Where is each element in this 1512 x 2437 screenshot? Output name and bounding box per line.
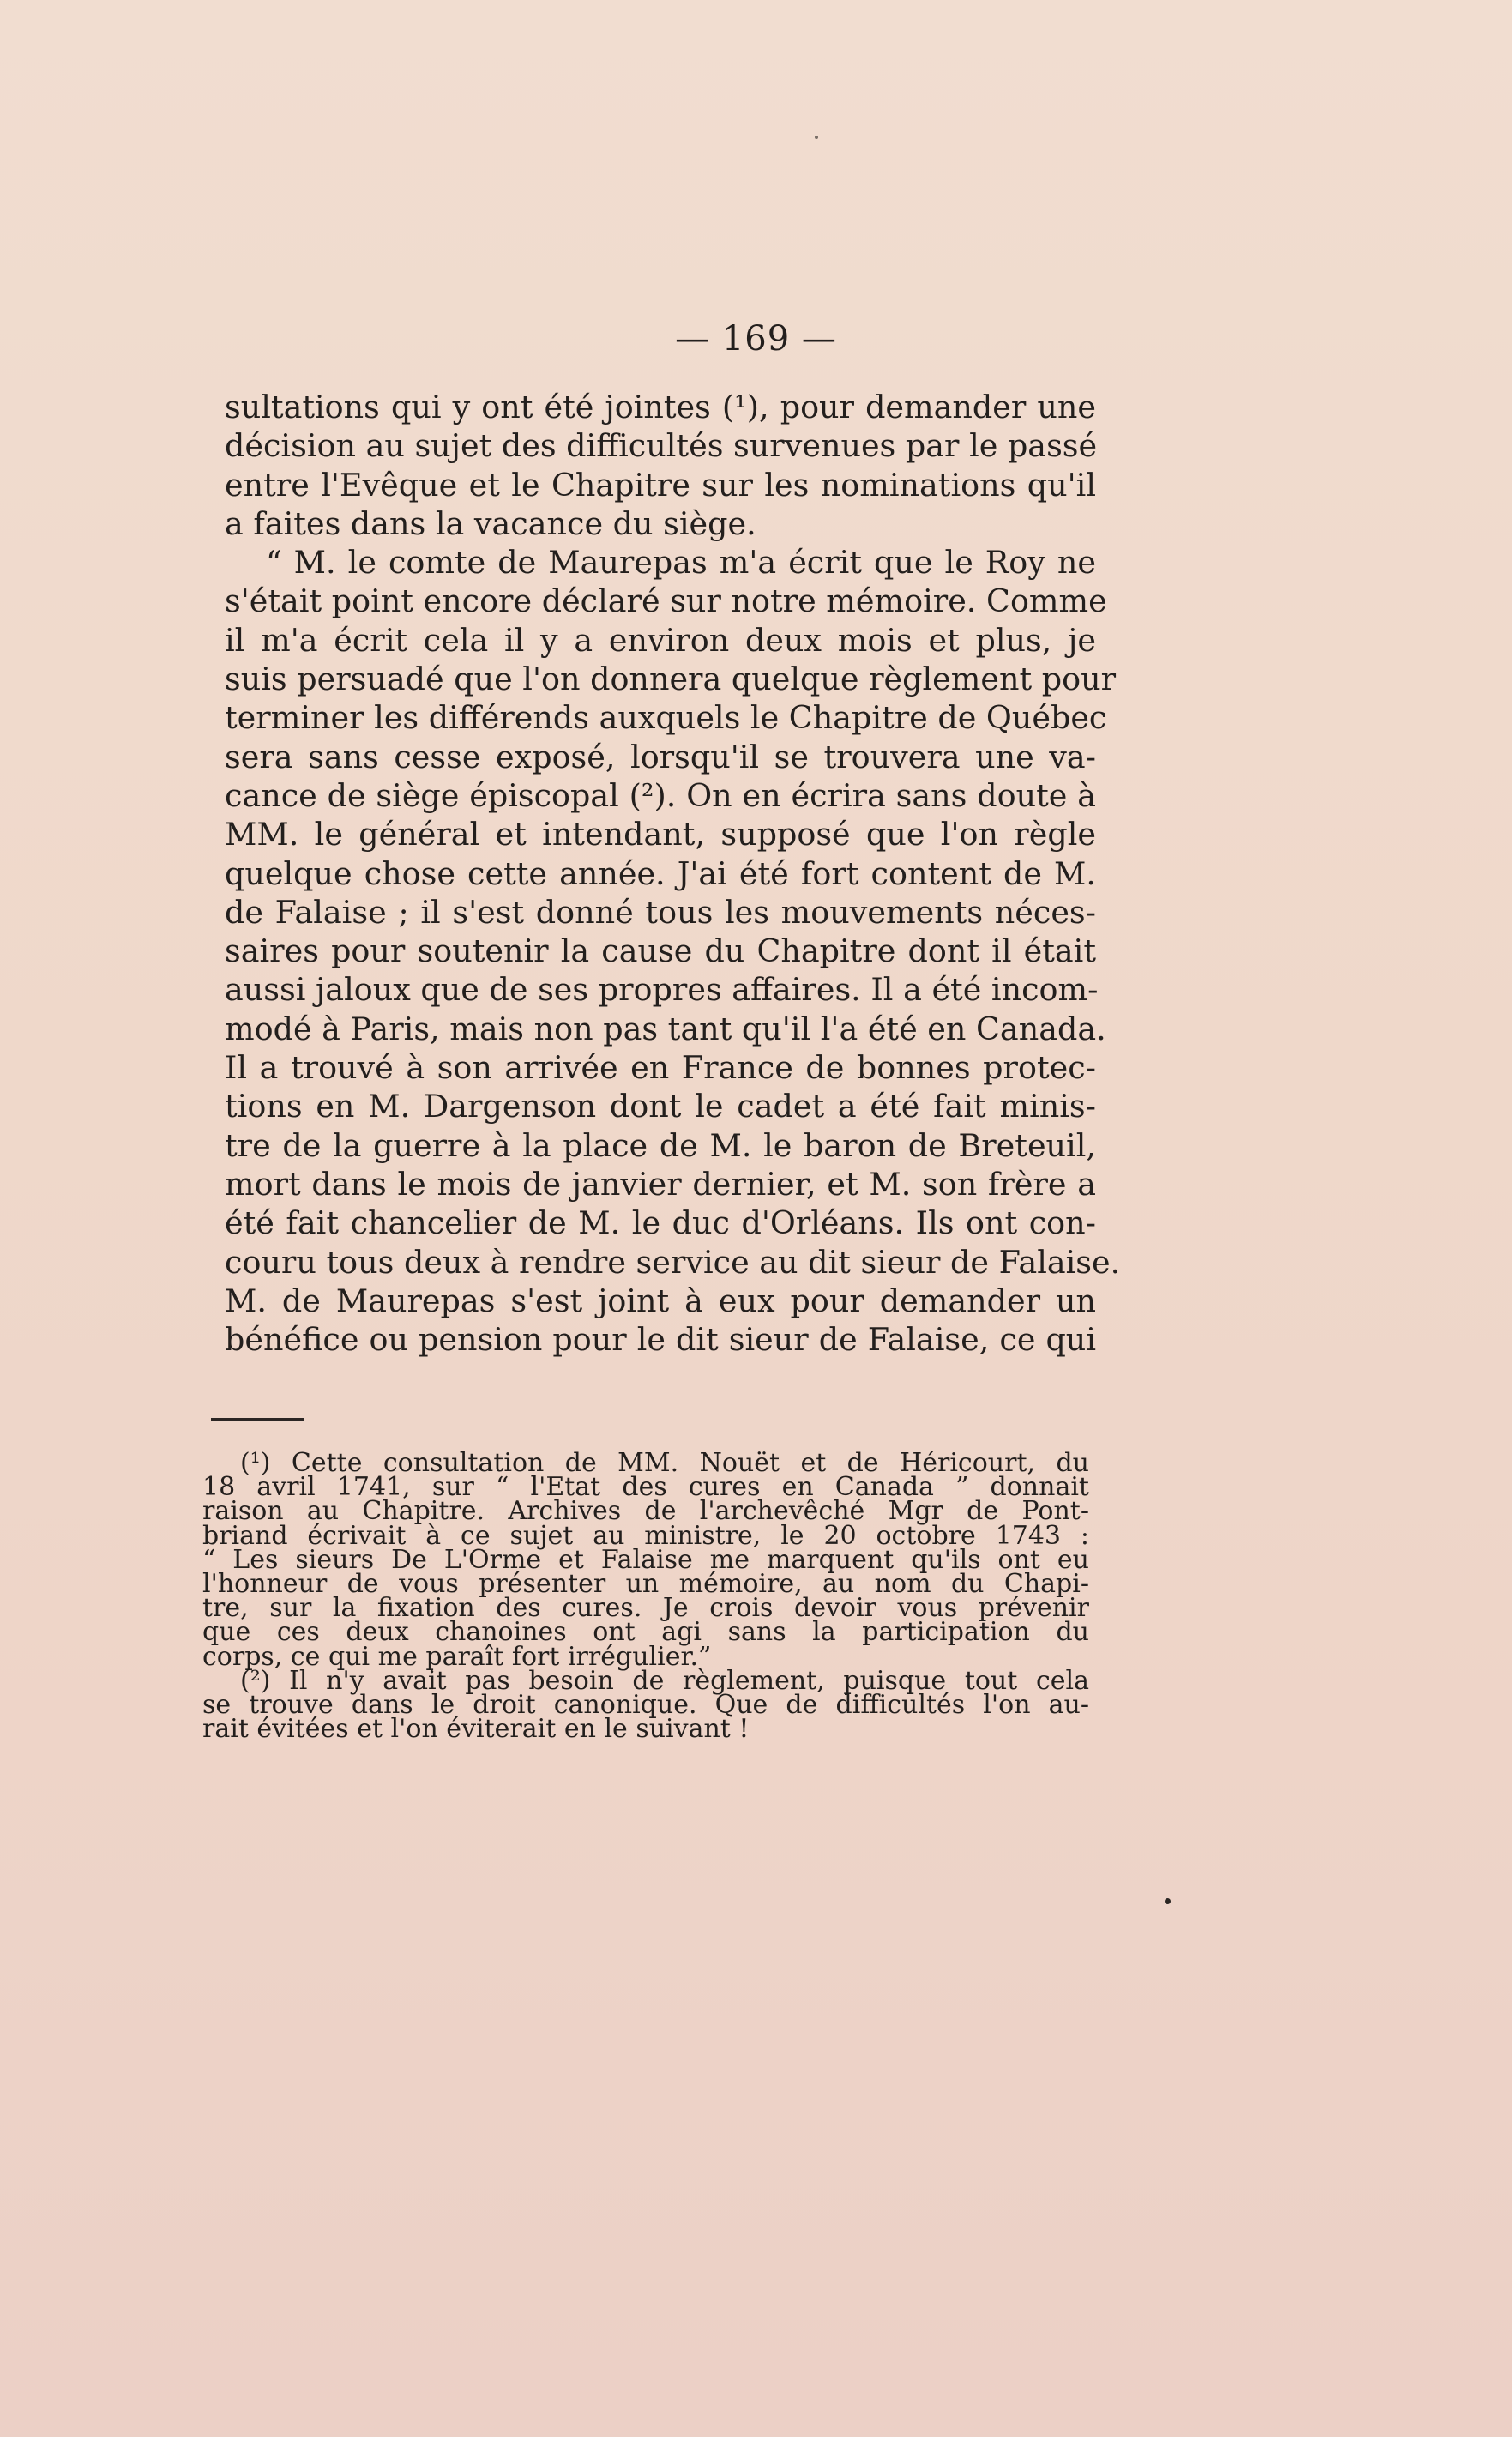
body-line: Il a trouvé à son arrivée en France de bonnes protec- <box>225 1049 1096 1087</box>
body-line: il m'a écrit cela il y a environ deux mois et plus, je <box>225 621 1096 659</box>
footnote-1-line: raison au Chapitre. Archives de l'archevêché Mgr de Pont- <box>202 1496 1089 1527</box>
page-number: — 169 — <box>675 319 837 359</box>
footnote-1-line: 18 avril 1741, sur “ l'Etat des cures en Canada ” donnait <box>202 1472 1089 1503</box>
body-line: M. de Maurepas s'est joint à eux pour demander un <box>225 1282 1096 1319</box>
body-line: sera sans cesse exposé, lorsqu'il se trouvera une va- <box>225 738 1096 775</box>
footnote-marker: (¹) <box>240 1448 271 1478</box>
body-line: tions en M. Dargenson dont le cadet a été fait minis- <box>225 1088 1096 1125</box>
paper-speck <box>815 136 818 139</box>
body-line: tre de la guerre à la place de M. le baron de Breteuil, <box>225 1126 1096 1164</box>
footnote-1-line: briand écrivait à ce sujet au ministre, le 20 octobre 1743 : <box>202 1520 1089 1551</box>
body-text <box>225 388 1121 1359</box>
body-line: sultations qui y ont été jointes (¹), pour demander une <box>225 389 1096 425</box>
body-line: “ M. le comte de Maurepas m'a écrit que le Roy ne <box>266 544 1096 582</box>
footnote-1-line: “ Les sieurs De L'Orme et Falaise me marquent qu'ils ont eu <box>202 1544 1089 1575</box>
body-line: bénéfice ou pension pour le dit sieur de Falaise, ce qui <box>225 1321 1096 1359</box>
body-line: entre l'Evêque et le Chapitre sur les nominations qu'il <box>225 466 1096 504</box>
body-line: été fait chancelier de M. le duc d'Orléans. Ils ont con- <box>225 1204 1096 1242</box>
body-line: MM. le général et intendant, supposé que l'on règle <box>225 816 1096 854</box>
footnote-text: Il n'y avait pas besoin de règlement, puisque tout cela <box>289 1665 1089 1696</box>
body-line: modé à Paris, mais non pas tant qu'il l'a été en Canada. <box>225 1010 1106 1047</box>
body-line: a faites dans la vacance du siège. <box>225 504 756 542</box>
footnote-2-line: se trouve dans le droit canonique. Que de difficultés l'on au- <box>202 1690 1089 1721</box>
body-line: saires pour soutenir la cause du Chapitre dont il était <box>225 932 1096 970</box>
body-line: aussi jaloux que de ses propres affaires. Il a été incom- <box>225 971 1099 1009</box>
body-line: couru tous deux à rendre service au dit sieur de Falaise. <box>225 1243 1121 1281</box>
footnote-2-line: rait évitées et l'on éviterait en le suivant ! <box>202 1714 750 1745</box>
body-line: décision au sujet des difficultés survenues par le passé <box>225 427 1098 465</box>
footnote-divider <box>211 1418 304 1421</box>
body-line: mort dans le mois de janvier dernier, et M. son frère a <box>225 1165 1096 1203</box>
footnote-1-line: que ces deux chanoines ont agi sans la participation du <box>202 1617 1089 1648</box>
body-line: quelque chose cette année. J'ai été fort content de M. <box>225 854 1096 892</box>
body-line: terminer les différends auxquels le Chapitre de Québec <box>225 699 1107 737</box>
footnotes <box>202 1448 1089 1745</box>
body-line: cance de siège épiscopal (²). On en écrira sans doute à <box>225 776 1096 814</box>
footnote-text: Cette consultation de MM. Nouët et de Héricourt, du <box>291 1448 1089 1478</box>
body-line: s'était point encore déclaré sur notre mémoire. Comme <box>225 582 1107 620</box>
footnote-1-line: tre, sur la fixation des cures. Je crois devoir vous prévenir <box>202 1593 1089 1624</box>
body-line: de Falaise ; il s'est donné tous les mouvements néces- <box>225 893 1096 931</box>
footnote-marker: (²) <box>240 1665 271 1696</box>
body-line: suis persuadé que l'on donnera quelque règlement pour <box>225 661 1117 698</box>
footnote-1-line: l'honneur de vous présenter un mémoire, au nom du Chapi- <box>202 1569 1089 1600</box>
paper-speck <box>1165 1898 1171 1904</box>
footnote-1-line: corps, ce qui me paraît fort irrégulier.” <box>202 1641 712 1672</box>
